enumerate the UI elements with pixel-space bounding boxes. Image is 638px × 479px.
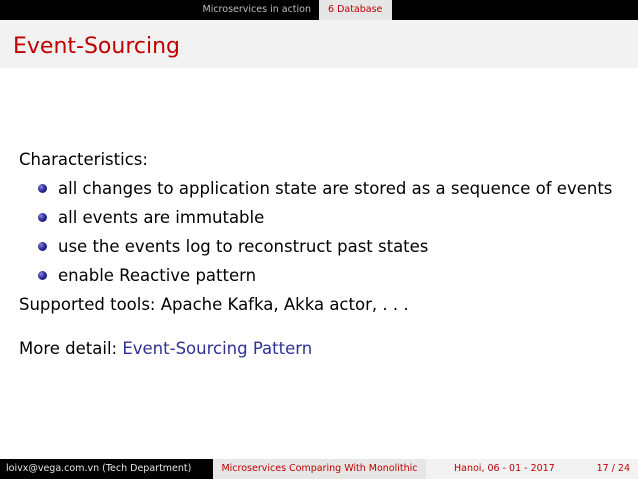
list-item xyxy=(38,261,619,290)
list-item-text: enable Reactive pattern xyxy=(58,266,257,285)
section-nav-current[interactable]: 6 Database xyxy=(319,0,392,20)
footer-title xyxy=(213,459,426,479)
list-item xyxy=(38,203,619,232)
supported-tools-text: Supported tools: Apache Kafka, Akka actor, . . . xyxy=(19,295,409,314)
bullet-icon xyxy=(38,242,47,251)
slide-content xyxy=(19,145,619,363)
characteristics-label: Characteristics: xyxy=(19,150,148,169)
list-item-text: all events are immutable xyxy=(58,208,265,227)
footer-date-page xyxy=(426,459,638,479)
slide-title: Event-Sourcing xyxy=(13,34,181,59)
footer-author-text: loivx@vega.com.vn (Tech Department) xyxy=(6,463,192,474)
bullet-icon xyxy=(38,184,47,193)
page-number: 17 / 24 xyxy=(596,463,630,474)
spacer xyxy=(19,319,619,334)
characteristics-list xyxy=(19,174,619,290)
event-sourcing-pattern-link[interactable]: Event-Sourcing Pattern xyxy=(122,339,313,358)
bullet-icon xyxy=(38,213,47,222)
more-detail-label: More detail: xyxy=(19,339,118,358)
bullet-icon xyxy=(38,271,47,280)
footer-date: Hanoi, 06 - 01 - 2017 xyxy=(454,463,555,474)
list-item xyxy=(38,232,619,261)
footer-title-text: Microservices Comparing With Monolithic xyxy=(221,463,418,474)
header-navigation-bar xyxy=(0,0,638,20)
list-item xyxy=(38,174,619,203)
list-item-text: use the events log to reconstruct past states xyxy=(58,237,429,256)
footer-bar xyxy=(0,459,638,479)
footer-author xyxy=(0,459,213,479)
section-nav-presentation[interactable]: Microservices in action xyxy=(202,4,311,15)
list-item-text: all changes to application state are stored as a sequence of events xyxy=(58,179,613,198)
more-detail-line xyxy=(19,334,619,363)
